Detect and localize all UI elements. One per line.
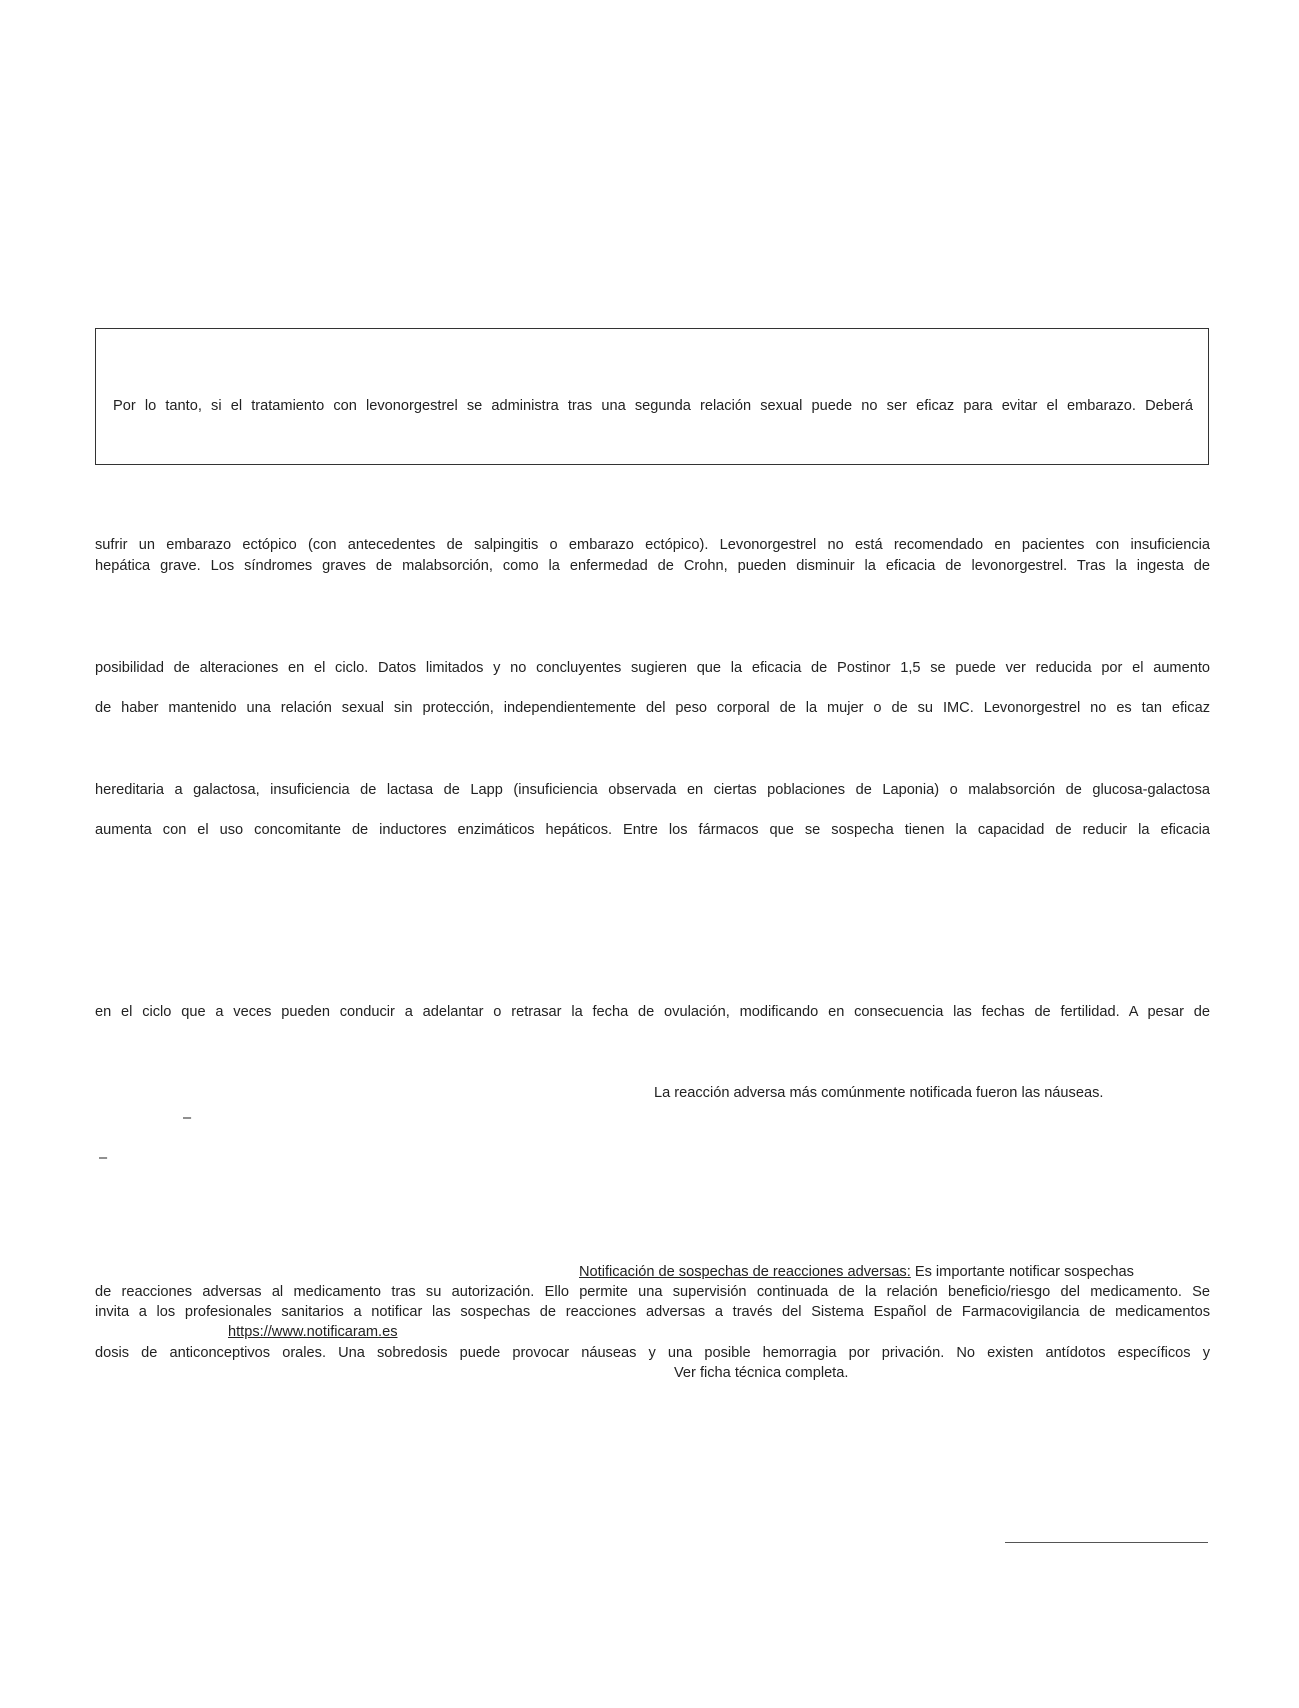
para1-line1: sufrir un embarazo ectópico (con antecedentes de salpingitis o embarazo ectópico). Levonorgestrel no está recomendado en pacientes con insuficiencia — [95, 537, 1210, 553]
relacion-line: de haber mantenido una relación sexual sin protección, independientemente del peso corporal de la mujer o de su IMC. Levonorgestrel no es tan eficaz — [95, 700, 1210, 716]
notif-heading-line — [579, 1262, 1134, 1282]
ciclo-line: posibilidad de alteraciones en el ciclo. Datos limitados y no concluyentes sugieren que la eficacia de Postinor 1,5 se puede ver reducida por el aumento — [95, 660, 1210, 676]
aumenta-line: aumenta con el uso concomitante de inductores enzimáticos hepáticos. Entre los fármacos que se sospecha tienen la capacidad de reducir la eficacia — [95, 822, 1210, 838]
footer-rule — [1005, 1542, 1208, 1543]
para1-line2: hepática grave. Los síndromes graves de malabsorción, como la enfermedad de Crohn, pueden disminuir la eficacia de levonorgestrel. Tras la ingesta de — [95, 558, 1210, 574]
full-sheet-link[interactable]: Ver ficha técnica completa. — [674, 1365, 849, 1381]
dash-marker: – — [99, 1150, 108, 1166]
notif-line3: invita a los profesionales sanitarios a notificar las sospechas de reacciones adversas a través del Sistema Español de Farmacovigilancia de medicamentos — [95, 1304, 1210, 1320]
nauseas-text: La reacción adversa más comúnmente notificada fueron las náuseas. — [654, 1085, 1104, 1101]
notif-heading: Notificación de sospechas de reacciones adversas: — [579, 1264, 911, 1280]
dash-marker: – — [183, 1110, 192, 1126]
notificaram-link[interactable]: https://www.notificaram.es — [228, 1324, 398, 1340]
notif-line2: de reacciones adversas al medicamento tras su autorización. Ello permite una supervisión continuada de la relación beneficio/riesgo del medicamento. Se — [95, 1284, 1210, 1300]
notif-heading-tail: Es importante notificar sospechas — [910, 1264, 1134, 1280]
hereditaria-line: hereditaria a galactosa, insuficiencia de lactasa de Lapp (insuficiencia observada en ciertas poblaciones de Laponia) o malabsorción de glucosa-galactosa — [95, 782, 1210, 798]
ovulacion-line: en el ciclo que a veces pueden conducir a adelantar o retrasar la fecha de ovulación, modificando en consecuencia las fechas de fertilidad. A pesar de — [95, 1004, 1210, 1020]
boxed-notice — [95, 328, 1209, 465]
box-text: Por lo tanto, si el tratamiento con levonorgestrel se administra tras una segunda relación sexual puede no ser eficaz para evitar el embarazo. Deberá — [113, 398, 1193, 414]
notif-line5: dosis de anticonceptivos orales. Una sobredosis puede provocar náuseas y una posible hemorragia por privación. No existen antídotos específicos y — [95, 1345, 1210, 1361]
